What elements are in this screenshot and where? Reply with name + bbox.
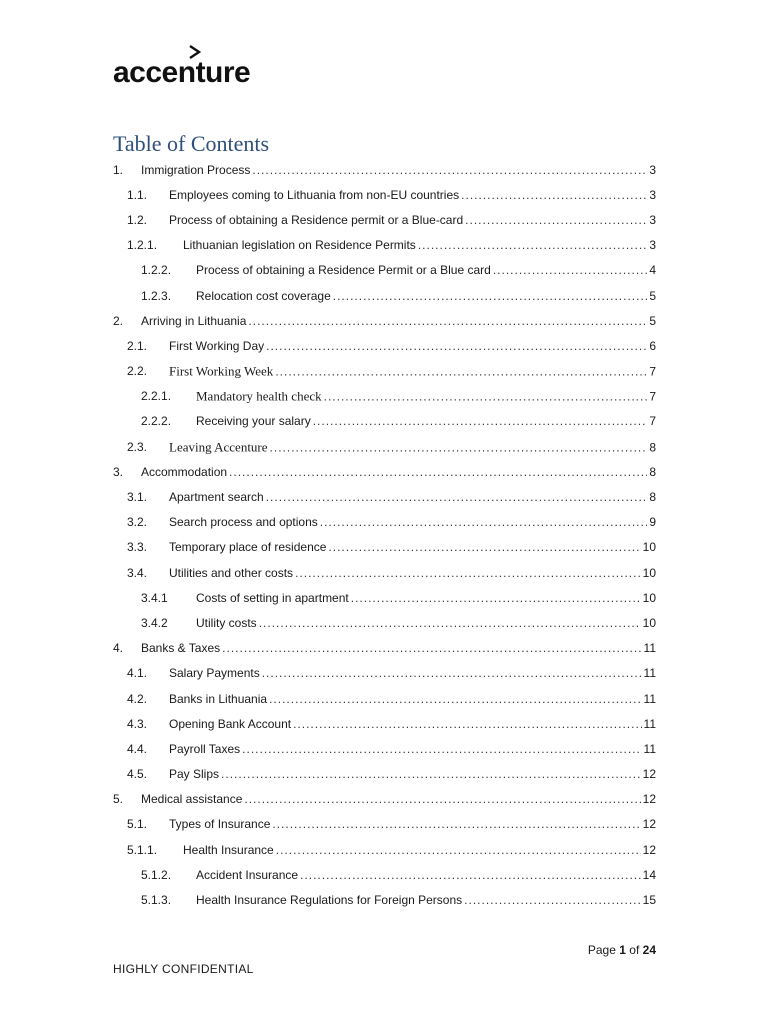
toc-dot-leader bbox=[222, 642, 641, 654]
toc-entry[interactable] bbox=[113, 384, 656, 409]
toc-dot-leader bbox=[259, 617, 641, 629]
toc-dot-leader bbox=[328, 541, 640, 553]
toc-entry-title: First Working Week bbox=[169, 363, 274, 379]
toc-dot-leader bbox=[229, 466, 647, 478]
toc-entry-number: 2.2.1. bbox=[141, 389, 172, 404]
toc-dot-leader bbox=[272, 818, 640, 830]
toc-entry[interactable] bbox=[113, 233, 656, 258]
toc-dot-leader bbox=[465, 214, 647, 226]
toc-entry-title: Process of obtaining a Residence permit or a Blue-card bbox=[169, 212, 464, 227]
toc-dot-leader bbox=[276, 844, 641, 856]
toc-dot-leader bbox=[351, 592, 641, 604]
toc-dot-leader bbox=[324, 391, 648, 403]
toc-entry[interactable] bbox=[113, 359, 656, 384]
toc-entry-title: Apartment search bbox=[169, 490, 264, 505]
toc-entry-page: 10 bbox=[642, 615, 656, 630]
toc-entry[interactable] bbox=[113, 787, 656, 812]
toc-entry-number: 4.1. bbox=[127, 666, 148, 681]
toc-entry-title: Mandatory health check bbox=[196, 388, 322, 404]
toc-entry-number: 1.2.3. bbox=[141, 288, 172, 303]
page-total: 24 bbox=[642, 943, 656, 957]
toc-entry[interactable] bbox=[113, 837, 656, 862]
toc-entry-title: First Working Day bbox=[169, 338, 265, 353]
toc-dot-leader bbox=[418, 239, 648, 251]
toc-entry-number: 5.1. bbox=[127, 817, 148, 832]
toc-entry-title: Salary Payments bbox=[169, 666, 260, 681]
toc-entry[interactable] bbox=[113, 333, 656, 358]
toc-entry-title: Receiving your salary bbox=[196, 414, 311, 429]
toc-entry[interactable] bbox=[113, 610, 656, 635]
toc-entry-page: 5 bbox=[649, 288, 656, 303]
toc-entry-title: Types of Insurance bbox=[169, 817, 271, 832]
toc-dot-leader bbox=[320, 516, 648, 528]
toc-entry-page: 12 bbox=[642, 792, 656, 807]
toc-entry[interactable] bbox=[113, 258, 656, 283]
toc-entry[interactable] bbox=[113, 762, 656, 787]
toc-entry-page: 4 bbox=[649, 263, 656, 278]
toc-entry-title: Search process and options bbox=[169, 515, 318, 530]
toc-entry-page: 11 bbox=[643, 741, 656, 756]
toc-dot-leader bbox=[333, 290, 648, 302]
toc-entry-number: 4. bbox=[113, 641, 124, 656]
page-title: Table of Contents bbox=[113, 131, 270, 156]
toc-entry[interactable] bbox=[113, 157, 656, 182]
toc-dot-leader bbox=[269, 693, 641, 705]
toc-entry-title: Immigration Process bbox=[141, 162, 251, 177]
toc-entry-page: 8 bbox=[649, 490, 656, 505]
toc-entry-title: Costs of setting in apartment bbox=[196, 590, 349, 605]
toc-entry[interactable] bbox=[113, 736, 656, 761]
toc-entry-title: Arriving in Lithuania bbox=[141, 313, 247, 328]
page-of: of bbox=[629, 943, 640, 957]
toc-dot-leader bbox=[461, 189, 647, 201]
toc-entry-number: 2.2.2. bbox=[141, 414, 172, 429]
toc-entry-page: 14 bbox=[642, 867, 656, 882]
toc-dot-leader bbox=[270, 441, 648, 453]
toc-entry[interactable] bbox=[113, 207, 656, 232]
page-current: 1 bbox=[619, 943, 626, 957]
toc-entry[interactable] bbox=[113, 812, 656, 837]
toc-entry-title: Process of obtaining a Residence Permit or a Blue card bbox=[196, 263, 491, 278]
toc-entry[interactable] bbox=[113, 661, 656, 686]
toc-entry-page: 15 bbox=[642, 893, 656, 908]
toc-entry-page: 10 bbox=[642, 590, 656, 605]
toc-entry-page: 3 bbox=[649, 162, 656, 177]
toc-entry-page: 10 bbox=[642, 540, 656, 555]
toc-entry-title: Leaving Accenture bbox=[169, 439, 268, 455]
toc-entry-title: Accommodation bbox=[141, 464, 228, 479]
toc-entry[interactable] bbox=[113, 182, 656, 207]
toc-entry[interactable] bbox=[113, 510, 656, 535]
toc-dot-leader bbox=[293, 718, 641, 730]
toc-entry-number: 1.1. bbox=[127, 187, 148, 202]
accenture-logo bbox=[113, 44, 253, 90]
toc-entry[interactable] bbox=[113, 862, 656, 887]
page-indicator bbox=[588, 943, 656, 957]
toc-entry-number: 1. bbox=[113, 162, 124, 177]
toc-entry-page: 12 bbox=[642, 767, 656, 782]
toc-entry-page: 9 bbox=[649, 515, 656, 530]
toc-entry-number: 4.2. bbox=[127, 691, 148, 706]
toc-entry-number: 3.1. bbox=[127, 490, 148, 505]
toc-dot-leader bbox=[266, 491, 648, 503]
toc-entry-title: Lithuanian legislation on Residence Permits bbox=[183, 238, 416, 253]
toc-entry-page: 12 bbox=[642, 817, 656, 832]
toc-entry[interactable] bbox=[113, 560, 656, 585]
toc-entry-page: 11 bbox=[643, 641, 656, 656]
toc-dot-leader bbox=[300, 869, 641, 881]
toc-dot-leader bbox=[493, 264, 647, 276]
toc-entry-title: Utility costs bbox=[196, 615, 257, 630]
toc-entry-number: 4.5. bbox=[127, 767, 148, 782]
toc-entry-page: 6 bbox=[649, 338, 656, 353]
toc-entry-page: 7 bbox=[649, 364, 656, 379]
toc-entry-number: 2. bbox=[113, 313, 124, 328]
toc-entry-title: Opening Bank Account bbox=[169, 716, 292, 731]
toc-entry-page: 7 bbox=[649, 389, 656, 404]
toc-entry-number: 1.2. bbox=[127, 212, 148, 227]
toc-entry[interactable] bbox=[113, 686, 656, 711]
toc-entry-number: 1.2.1. bbox=[127, 238, 158, 253]
toc-entry-title: Medical assistance bbox=[141, 792, 243, 807]
toc-entry-page: 5 bbox=[649, 313, 656, 328]
toc-dot-leader bbox=[248, 315, 647, 327]
toc-entry-number: 5.1.1. bbox=[127, 842, 158, 857]
toc-entry-title: Pay Slips bbox=[169, 767, 220, 782]
toc-entry[interactable] bbox=[113, 283, 656, 308]
toc-entry-number: 3. bbox=[113, 464, 124, 479]
toc-entry-title: Banks & Taxes bbox=[141, 641, 221, 656]
toc-entry[interactable] bbox=[113, 636, 656, 661]
toc-entry-title: Health Insurance Regulations for Foreign Persons bbox=[196, 893, 463, 908]
table-of-contents bbox=[113, 157, 656, 913]
toc-dot-leader bbox=[464, 894, 640, 906]
toc-entry-number: 2.3. bbox=[127, 439, 148, 454]
toc-entry-title: Payroll Taxes bbox=[169, 741, 241, 756]
toc-entry-page: 8 bbox=[649, 440, 656, 455]
toc-entry-title: Utilities and other costs bbox=[169, 565, 294, 580]
toc-entry[interactable] bbox=[113, 308, 656, 333]
toc-entry-number: 5. bbox=[113, 792, 124, 807]
logo-wordmark: accenture bbox=[113, 56, 251, 89]
toc-entry-page: 11 bbox=[643, 716, 656, 731]
toc-entry-title: Health Insurance bbox=[183, 842, 274, 857]
toc-entry-number: 2.1. bbox=[127, 338, 148, 353]
toc-dot-leader bbox=[244, 793, 640, 805]
toc-dot-leader bbox=[242, 743, 641, 755]
toc-entry-page: 12 bbox=[642, 842, 656, 857]
confidentiality-label: HIGHLY CONFIDENTIAL bbox=[113, 962, 254, 976]
toc-dot-leader bbox=[252, 164, 647, 176]
toc-entry-number: 3.4.1 bbox=[141, 590, 168, 605]
toc-dot-leader bbox=[221, 768, 641, 780]
toc-entry[interactable] bbox=[113, 459, 656, 484]
toc-dot-leader bbox=[313, 415, 648, 427]
toc-entry-page: 11 bbox=[643, 666, 656, 681]
toc-entry-page: 3 bbox=[649, 212, 656, 227]
toc-entry-number: 3.3. bbox=[127, 540, 148, 555]
toc-entry[interactable] bbox=[113, 585, 656, 610]
page-label: Page bbox=[587, 943, 616, 957]
toc-entry-page: 7 bbox=[649, 414, 656, 429]
toc-entry-number: 2.2. bbox=[127, 364, 148, 379]
toc-dot-leader bbox=[266, 340, 647, 352]
toc-entry-number: 4.3. bbox=[127, 716, 148, 731]
toc-entry-number: 1.2.2. bbox=[141, 263, 172, 278]
toc-entry-page: 11 bbox=[643, 691, 656, 706]
toc-entry-number: 5.1.2. bbox=[141, 867, 172, 882]
toc-entry-title: Accident Insurance bbox=[196, 867, 299, 882]
toc-entry-page: 3 bbox=[649, 187, 656, 202]
toc-entry-title: Employees coming to Lithuania from non-EU countries bbox=[169, 187, 460, 202]
toc-entry-number: 3.4. bbox=[127, 565, 148, 580]
toc-entry-number: 5.1.3. bbox=[141, 893, 172, 908]
toc-entry-page: 3 bbox=[649, 238, 656, 253]
toc-entry-number: 3.4.2 bbox=[141, 615, 168, 630]
toc-entry[interactable] bbox=[113, 711, 656, 736]
toc-entry-number: 4.4. bbox=[127, 741, 148, 756]
toc-entry-title: Temporary place of residence bbox=[169, 540, 327, 555]
toc-entry[interactable] bbox=[113, 434, 656, 459]
toc-entry[interactable] bbox=[113, 887, 656, 912]
toc-entry[interactable] bbox=[113, 535, 656, 560]
toc-dot-leader bbox=[275, 366, 647, 378]
toc-entry-page: 10 bbox=[642, 565, 656, 580]
toc-entry-title: Relocation cost coverage bbox=[196, 288, 331, 303]
toc-entry-title: Banks in Lithuania bbox=[169, 691, 268, 706]
toc-dot-leader bbox=[262, 667, 642, 679]
toc-entry-number: 3.2. bbox=[127, 515, 148, 530]
toc-entry[interactable] bbox=[113, 409, 656, 434]
toc-dot-leader bbox=[295, 567, 641, 579]
toc-entry[interactable] bbox=[113, 484, 656, 509]
toc-entry-page: 8 bbox=[649, 464, 656, 479]
